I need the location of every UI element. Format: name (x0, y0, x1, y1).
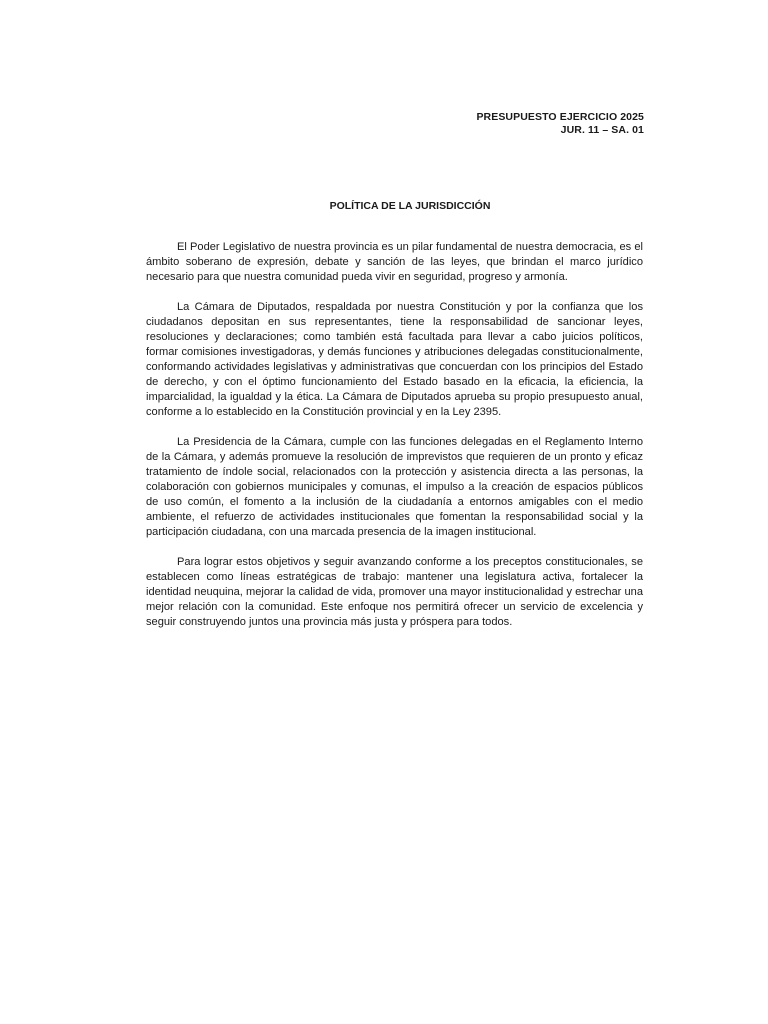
document-title: POLÍTICA DE LA JURISDICCIÓN (329, 200, 491, 212)
paragraph-3: La Presidencia de la Cámara, cumple con las funciones delegadas en el Reglamento Interno de la Cámara, y además promueve la resolución de imprevistos que requieren de un pronto y eficaz tratamiento de índole social, relacionados con la protección y asistencia directa a las personas, la colaboración con gobiernos municipales y comunas, el impulso a la creación de espacios públicos de uso común, el fomento a la inclusión de la ciudadanía a entornos amigables con el medio ambiente, el refuerzo de actividades institucionales que fomentan la responsabilidad social y la participación ciudadana, con una marcada presencia de la imagen institucional. (146, 436, 643, 538)
paragraph-1: El Poder Legislativo de nuestra provincia es un pilar fundamental de nuestra democracia, es el ámbito soberano de expresión, debate y sanción de las leyes, que brindan el marco jurídico necesario para que nuestra comunidad pueda vivir en seguridad, progreso y armonía. (146, 241, 643, 283)
header-jurisdiction-code: JUR. 11 – SA. 01 (560, 124, 644, 136)
paragraph-4: Para lograr estos objetivos y seguir avanzando conforme a los preceptos constitucionales, se establecen como líneas estratégicas de trabajo: mantener una legislatura activa, fortalecer la identidad neuquina, mejorar la calidad de vida, promover una mayor institucionalidad y estrechar una mejor relación con la comunidad. Este enfoque nos permitirá ofrecer un servicio de excelencia y seguir construyendo juntos una provincia más justa y próspera para todos. (146, 556, 643, 628)
header-budget-year: PRESUPUESTO EJERCICIO 2025 (476, 111, 644, 123)
paragraph-2: La Cámara de Diputados, respaldada por nuestra Constitución y por la confianza que los ciudadanos depositan en sus representantes, tiene la responsabilidad de sancionar leyes, resoluciones y declaraciones; como también está facultada para llevar a cabo juicios políticos, formar comisiones investigadoras, y demás funciones y atribuciones delegadas constitucionalmente, conformando actividades legislativas y administrativas que concuerdan con los principios del Estado de derecho, y con el óptimo funcionamiento del Estado basado en la eficacia, la eficiencia, la imparcialidad, la igualdad y la ética. La Cámara de Diputados aprueba su propio presupuesto anual, conforme a lo establecido en la Constitución provincial y en la Ley 2395. (146, 301, 643, 418)
document-header (476, 111, 644, 137)
document-body (146, 240, 643, 645)
